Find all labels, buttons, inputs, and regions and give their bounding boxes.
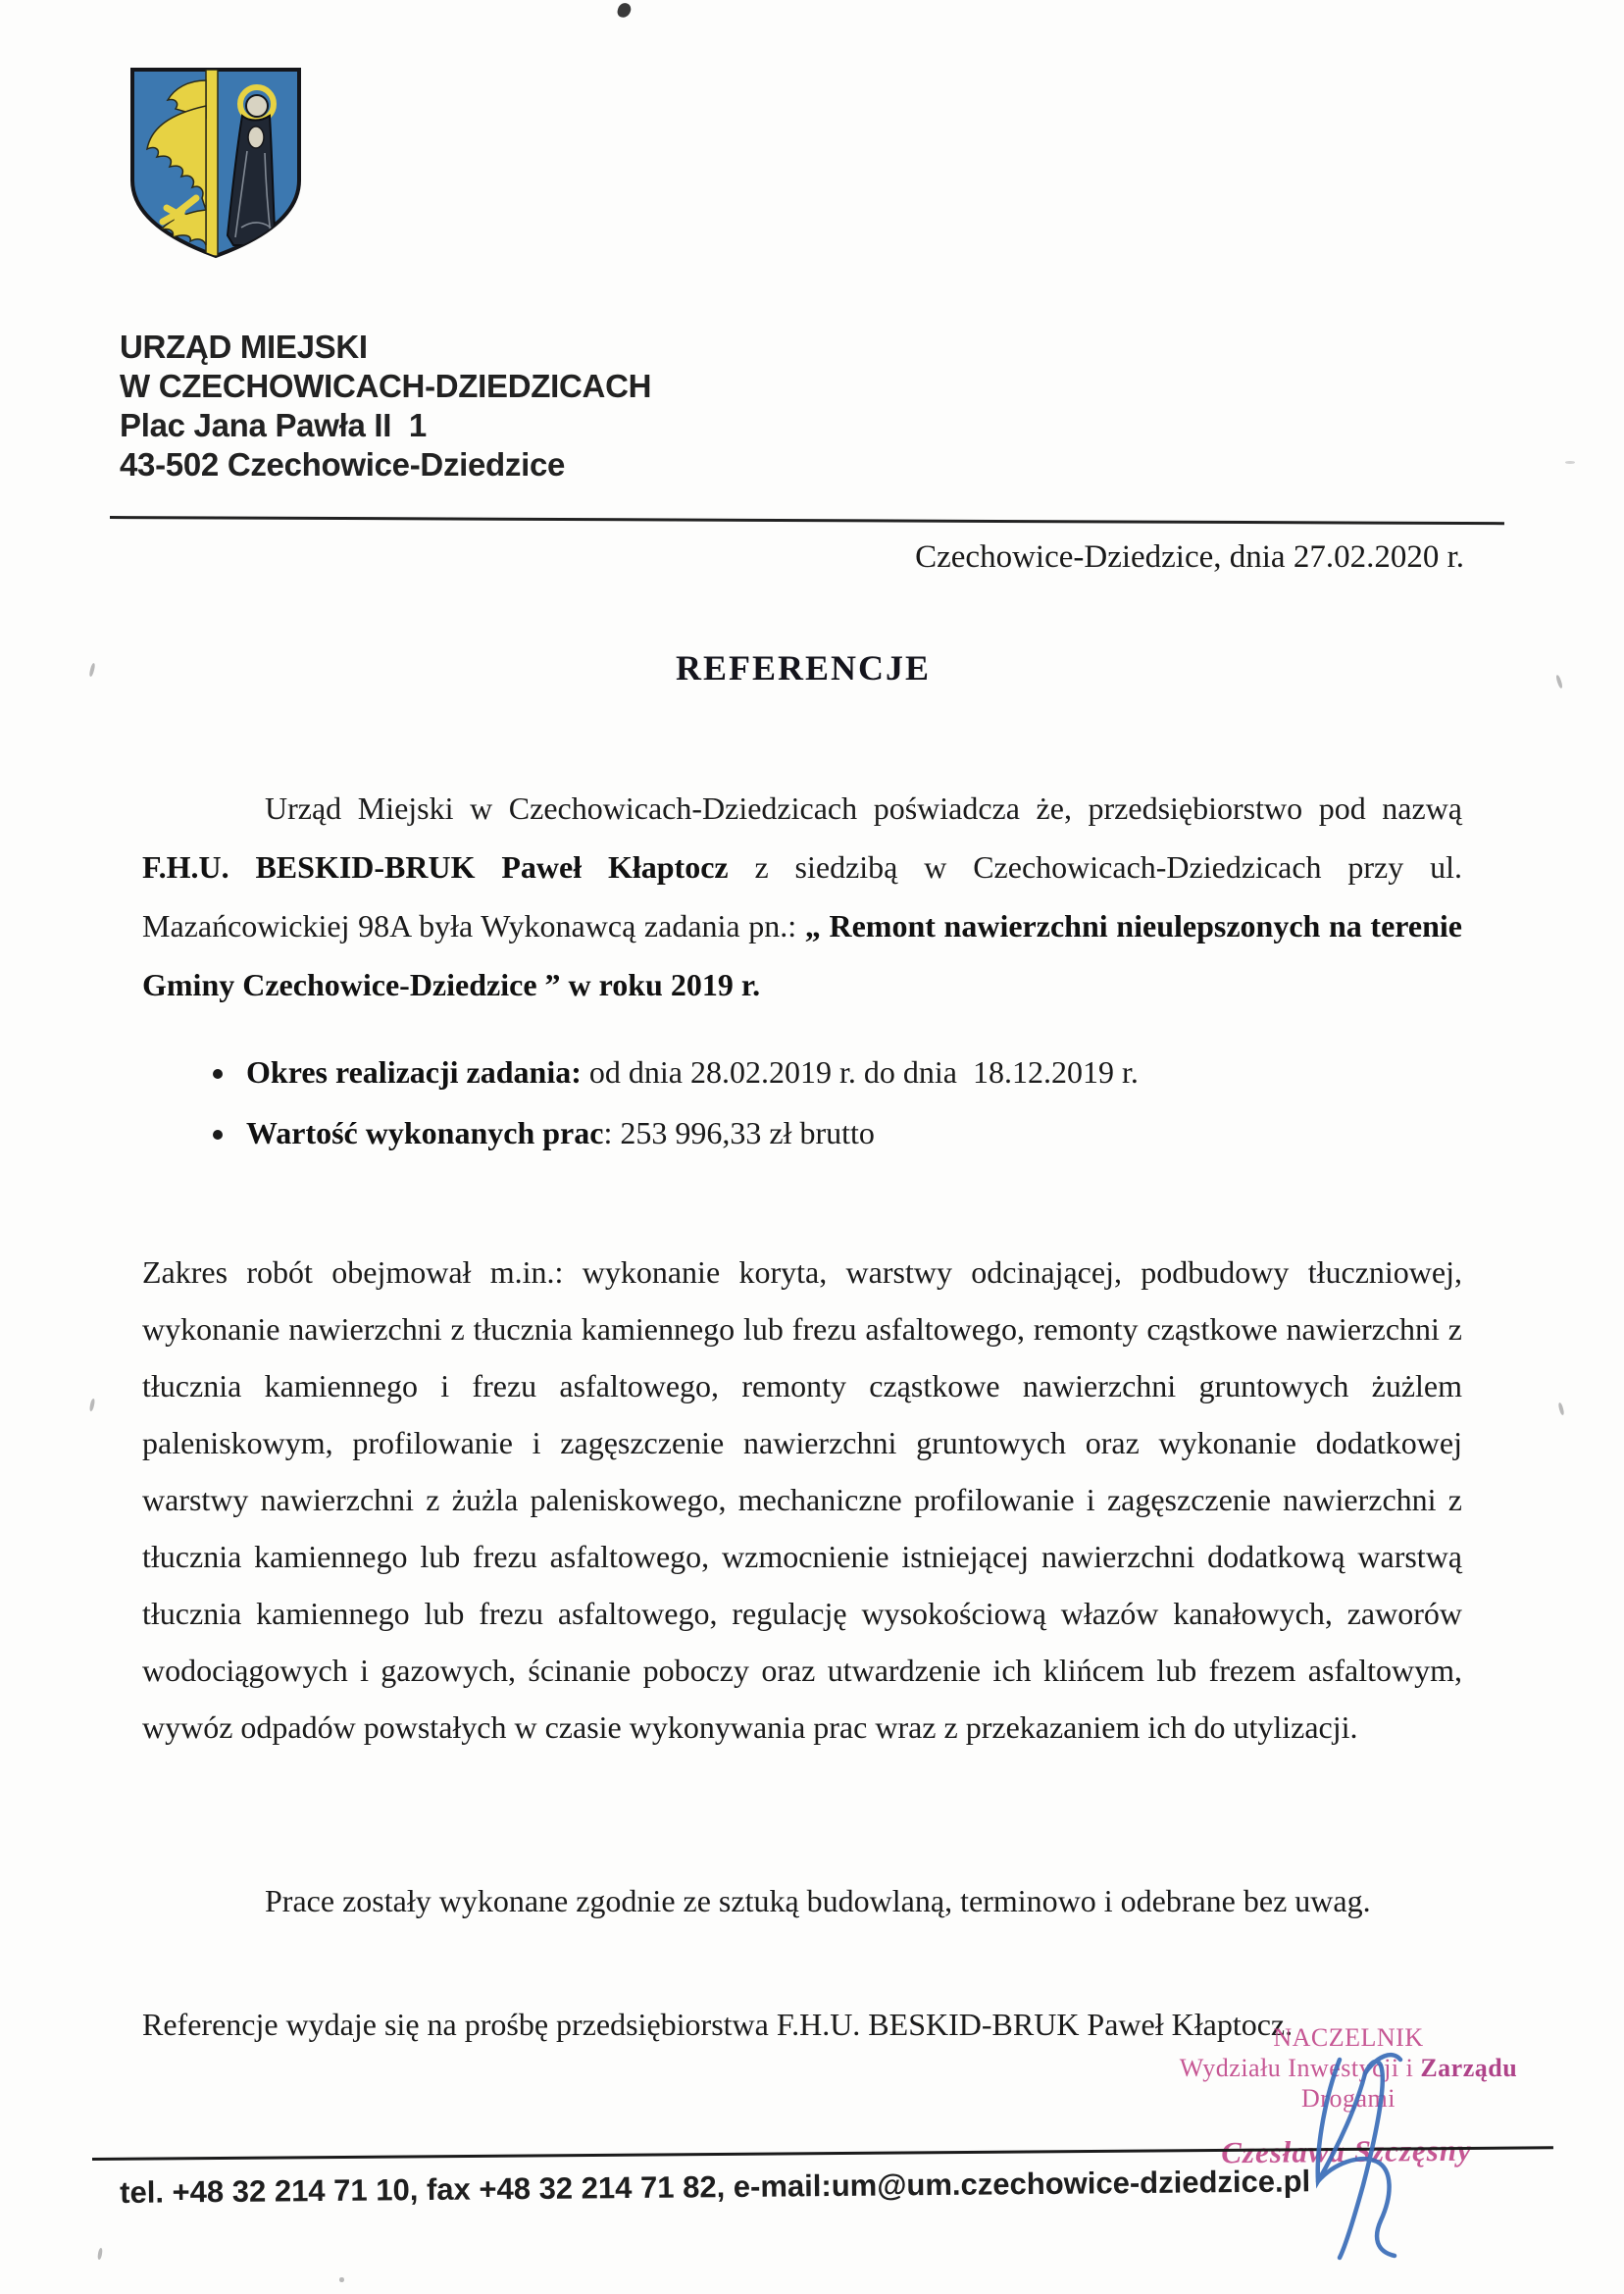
stamp-department-part1: Wydziału Inwestycji i	[1179, 2054, 1421, 2082]
org-name-line1: URZĄD MIEJSKI	[120, 329, 368, 365]
intro-run-1: Urząd Miejski w Czechowicach-Dziedzicach poświadcza że, przedsiębiorstwo pod nazwą	[265, 790, 1462, 826]
scan-artifact	[1555, 675, 1563, 689]
scan-artifact	[1557, 1402, 1564, 1416]
stamp-signatory-name: Czesława Szczęsny	[1221, 2132, 1472, 2170]
scan-artifact	[88, 663, 95, 678]
company-name: F.H.U. BESKID-BRUK Paweł Kłaptocz	[142, 849, 729, 885]
scan-artifact	[1565, 461, 1575, 464]
city-coat-of-arms-icon	[124, 63, 308, 263]
value-label: Wartość wykonanych prac	[246, 1115, 604, 1150]
period-label: Okres realizacji zadania:	[246, 1054, 582, 1090]
task-name: „ Remont nawierzchni nieulepszonych na terenie Gminy Czechowice-Dziedzice ” w roku 2019 r.	[142, 908, 1463, 1002]
handwritten-signature	[1283, 2038, 1449, 2269]
org-street-line: Plac Jana Pawła II 1	[120, 407, 427, 443]
value-amount: : 253 996,33 zł brutto	[603, 1115, 875, 1150]
header-divider	[110, 516, 1504, 525]
sender-address-block	[120, 328, 865, 484]
list-item-period	[238, 1042, 1558, 1102]
scan-artifact	[97, 2248, 103, 2261]
org-name-line2: W CZECHOWICACH-DZIEDZICACH	[120, 368, 652, 404]
org-city-line: 43-502 Czechowice-Dziedzice	[120, 446, 566, 483]
stamp-department-part2: Zarządu	[1420, 2054, 1518, 2082]
footer-contact-line: tel. +48 32 214 71 10, fax +48 32 214 71 82, e-mail:um@um.czechowice-dziedzice.pl	[120, 2164, 1311, 2210]
scan-artifact	[616, 2, 632, 20]
intro-paragraph	[142, 779, 1462, 1014]
date-line: Czechowice-Dziedzice, dnia 27.02.2020 r.	[915, 539, 1464, 575]
period-value: od dnia 28.02.2019 r. do dnia 18.12.2019 r.	[581, 1054, 1139, 1090]
list-item-value	[238, 1102, 1558, 1163]
issue-paragraph: Referencje wydaje się na prośbę przedsiębiorstwa F.H.U. BESKID-BRUK Paweł Kłaptocz.	[142, 2007, 1294, 2042]
stamp-title: NACZELNIK	[1273, 2023, 1424, 2052]
closing-paragraph: Prace zostały wykonane zgodnie ze sztuką budowlaną, terminowo i odebrane bez uwag.	[265, 1883, 1371, 1918]
scan-artifact	[339, 2277, 344, 2282]
scan-artifact	[89, 1399, 96, 1412]
scope-paragraph: Zakres robót obejmował m.in.: wykonanie koryta, warstwy odcinającej, podbudowy tłuczniowej, wykonanie nawierzchni z tłucznia kamiennego lub frezu asfaltowego, remonty cząstkowe nawierzchni z tłucznia kamiennego i frezu asfaltowego, remonty cząstkowe nawierzchni gruntowych żużlem paleniskowym, profilowanie i zagęszczenie nawierzchni gruntowych oraz wykonanie dodatkowej warstwy nawierzchni z żużla paleniskowego, mechaniczne profilowanie i zagęszczenie nawierzchni z tłucznia kamiennego lub frezu asfaltowego, wzmocnienie istniejącej nawierzchni dodatkową warstwą tłucznia kamiennego lub frezu asfaltowego, regulację wysokościową włazów kanałowych, zaworów wodociągowych i gazowych, ścinanie poboczy oraz utwardzenie ich klińcem lub frezem asfaltowym, wywóz odpadów powstałych w czasie wykonywania prac wraz z przekazaniem ich do utylizacji.	[142, 1254, 1462, 1745]
key-facts-list	[142, 1042, 1558, 1163]
document-title: REFERENCJE	[675, 648, 932, 688]
intro-run-3: z siedzibą w Czechowicach-Dziedzicach przy ul. Mazańcowickiej 98A była Wykonawcą zadania pn.:	[142, 849, 1463, 943]
stamp-department-line2: Drogami	[1301, 2084, 1396, 2113]
